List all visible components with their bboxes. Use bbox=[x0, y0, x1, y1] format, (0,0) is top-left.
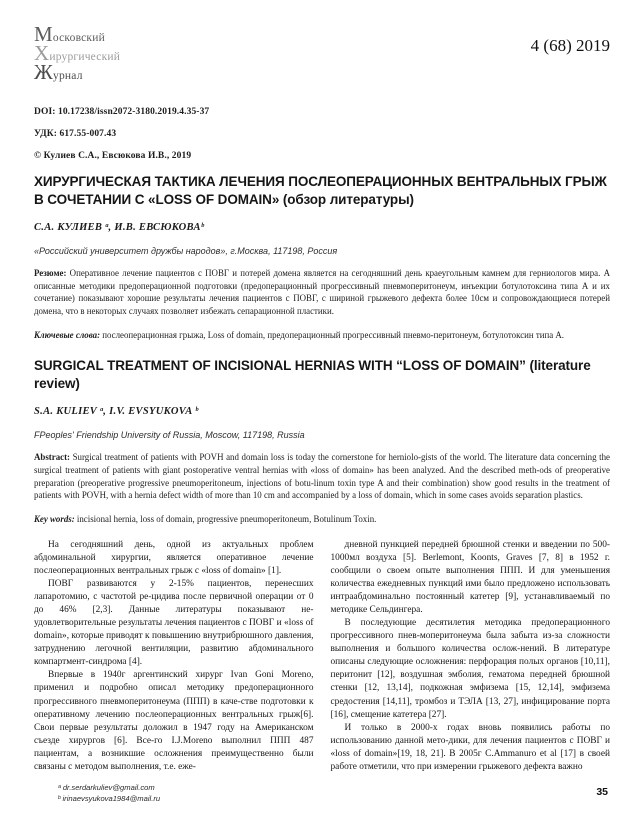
article-title-en: SURGICAL TREATMENT OF INCISIONAL HERNIAS WITH “LOSS OF DOMAIN” (literature review) bbox=[34, 358, 591, 392]
page-header bbox=[34, 22, 610, 84]
keywords-en-label: Key words: bbox=[34, 513, 75, 524]
copyright-line: © Кулиев С.А., Евсюкова И.В., 2019 bbox=[34, 150, 192, 161]
logo-rest-1: осковский bbox=[52, 32, 105, 44]
abstract-paragraph bbox=[34, 451, 610, 502]
abstract-text: Surgical treatment of patients with POVH and domain loss is today the cornerstone for herniolo-gists of the world. The literature data concerning the surgical treatment of patients with giant postoperative ventral hernias with «loss of domain» has been analyzed. And the described meth-ods of preoperative preparation (preoperative progressive pneumoperitoneum, injections of botu-linum toxin type A and their combination) show good results in the treatment of patients with POVH, with a hernia defect width of more than 10 cm and accompanied by a loss of domain, which in some cases avoids separation plastics. bbox=[34, 452, 610, 501]
resume-paragraph bbox=[34, 267, 610, 318]
keywords-en-paragraph bbox=[34, 513, 610, 526]
affiliation-en: FPeoples' Friendship University of Russia, Moscow, 117198, Russia bbox=[34, 430, 305, 441]
logo-initial-m: М bbox=[34, 22, 53, 46]
affiliation-ru: «Российский университет дружбы народов», г.Москва, 117198, Россия bbox=[34, 246, 338, 257]
body-paragraph: На сегодняшний день, одной из актуальных проблем абдоминальной хирургии, является оперативное лечение послеоперационных вентральных грыж с «loss of domain» [1]. bbox=[34, 539, 314, 576]
body-column-right bbox=[331, 539, 611, 774]
abstract-label: Abstract: bbox=[34, 452, 70, 463]
logo-initial-h: Х bbox=[34, 40, 50, 65]
issue-label: 4 (68) 2019 bbox=[530, 36, 610, 55]
footnote-email-b: ᵇ irinaevsyukova1984@mail.ru bbox=[58, 794, 161, 804]
body-paragraph: Впервые в 1940г аргентинский хирург Ivan Goni Moreno, применил и подробно описал методику предоперационного прогрессивного пневмоперитонеума (ППП) в каче-стве подготовки к оперативному лечению послеоперационных вентральных грыж[6]. Свои первые результаты доложил в 1947 году на Американском съезде хирургов [6]. Все-го I.J.Moreno выполнил ППП 487 пациентам, а возникшие осложнения преимущественно были связаны с методом выполнения, т.е. еже- bbox=[34, 670, 314, 772]
article-meta bbox=[34, 107, 610, 161]
resume-text: Оперативное лечение пациентов с ПОВГ и потерей домена является на сегодняшний день краеугольным камнем для герниологов мира. А описанные методики предоперационной подготовки (предоперационный прогрессивный пневмоперитонеум, инъекции ботулотоксина типа А и их сочетание) показывают хорошие результаты лечения пациентов с ПОВГ, с шириной грыжевого дефекта более 10см и сопровождающиеся потерей домена, что в некоторых случаях позволяет избежать сепарационной пластики. bbox=[34, 268, 610, 316]
resume-label: Резюме: bbox=[34, 268, 67, 279]
body-paragraph: ПОВГ развиваются у 2-15% пациентов, перенесших лапаротомию, с частотой ре-цидива после первичной операции от 0 до 46% [2,3]. Данные литературы показывают не-удовлетворительные результаты лечения пациентов с ПОВГ и «loss of domain», которые приводят к повышению внутрибрюшного давления, затруднению легочной вентиляции, развитию абдоминального компартмент-синдрома [4]. bbox=[34, 578, 314, 668]
logo-rest-2: ирургический bbox=[49, 50, 121, 63]
doi-line: DOI: 10.17238/issn2072-3180.2019.4.35-37 bbox=[34, 106, 210, 117]
page-number: 35 bbox=[596, 786, 608, 798]
body-column-left bbox=[34, 539, 314, 774]
keywords-ru-label: Ключевые слова: bbox=[34, 329, 101, 340]
journal-logo-line-3 bbox=[34, 59, 120, 84]
journal-logo bbox=[34, 22, 121, 84]
keywords-en-text: incisional hernia, loss of domain, progressive pneumoperitoneum, Botulinum Toxin. bbox=[74, 513, 377, 524]
logo-rest-3: урнал bbox=[53, 69, 83, 82]
article-title-ru: ХИРУРГИЧЕСКАЯ ТАКТИКА ЛЕЧЕНИЯ ПОСЛЕОПЕРАЦИОННЫХ ВЕНТРАЛЬНЫХ ГРЫЖ В СОЧЕТАНИИ С «LOSS OF DOMAIN» (обзор литературы) bbox=[34, 173, 607, 207]
logo-initial-zh: Ж bbox=[34, 59, 54, 84]
body-paragraph: дневной пункцией передней брюшной стенки и введении по 500-1000мл воздуха [5]. Berlemont, Koonts, Graves [7, 8] в 1952 г. сообщили о своем опыте выполнения ППП. И для уменьшения количества ежедневных пункций ими было предложено использовать интраабдоминально постоянный катетер [9], устанавливаемый по методике Сельдингера. bbox=[330, 539, 610, 616]
authors-en: S.A. KULIEV ᵃ, I.V. EVSYUKOVA ᵇ bbox=[34, 406, 199, 418]
udk-line: УДК: 617.55-007.43 bbox=[34, 128, 117, 139]
body-paragraph: И только в 2000-х годах вновь появились работы по использованию данной мето-дики, для лечения пациентов с ПОВГ и «loss of domain»[19, 18, 21]. В 2005г C.Ammanuro et al [17] в своей работе отметили, что при измерении грыжевого дефекта важно bbox=[330, 722, 610, 772]
body-columns bbox=[34, 539, 610, 774]
footnote-email-a: ᵃ dr.serdarkuliev@gmail.com bbox=[58, 783, 155, 793]
body-paragraph: В последующие десятилетия методика предоперационного прогрессивного пнев-моперитонеума была забыта из-за сложности выполнения и большого количества ослож-нений. В литературе описаны следующие осложнения: перфорация полых органов [10,11], перитонит [12], воздушная эмболия, гематома передней брюшной стенки [12, 13,14], подкожная эмфизема [15, 12,14], эмфизема средостения [14,11], тромбоз и ТЭЛА [13, 27], инфицирование порта [16], смещение катетера [27]. bbox=[330, 618, 610, 720]
author-footnotes bbox=[34, 782, 610, 805]
authors-ru: С.А. КУЛИЕВ ᵃ, И.В. ЕВСЮКОВАᵇ bbox=[34, 222, 205, 234]
keywords-ru-text: послеоперационная грыжа, Loss of domain, предоперационный прогрессивный пневмо-перитонеум, ботулотоксин типа А. bbox=[100, 329, 565, 340]
keywords-ru-paragraph bbox=[34, 329, 610, 342]
